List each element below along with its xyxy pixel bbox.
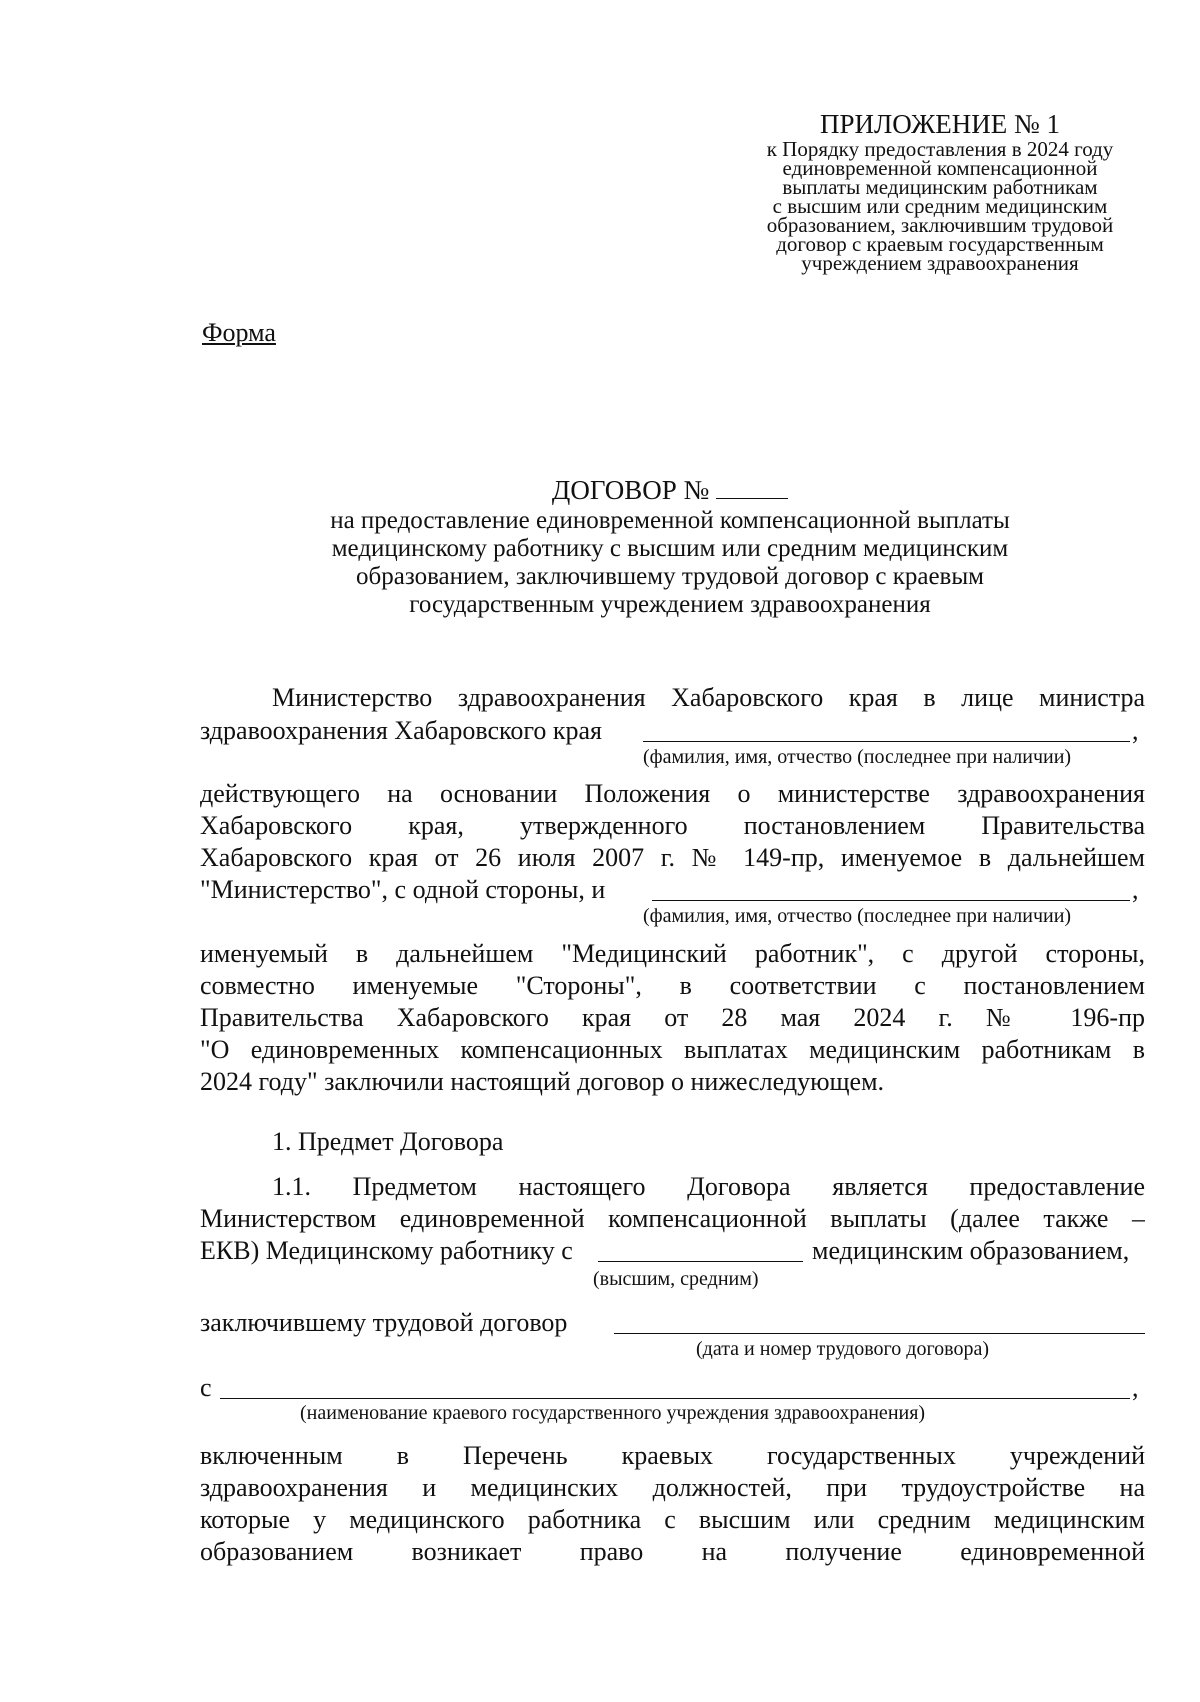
section-line: здравоохранения и медицинских должностей, при трудоустройстве на [200, 1473, 1145, 1502]
labor-contract-hint: (дата и номер трудового договора) [696, 1338, 989, 1360]
appendix-line: единовременной компенсационной [782, 156, 1098, 180]
contract-subtitle-line: медицинскому работнику с высшим или средним медицинским [331, 535, 1009, 562]
education-hint: (высшим, средним) [593, 1268, 759, 1290]
intro-line: Хабаровского края от 26 июля 2007 г. № 149-пр, именуемое в дальнейшем [200, 843, 1145, 872]
intro-line: 2024 году" заключили настоящий договор о нижеследующем. [200, 1067, 885, 1096]
contract-title [275, 473, 1065, 507]
intro-line: Министерство здравоохранения Хабаровского края в лице министра [272, 683, 1145, 712]
contract-number-blank[interactable] [716, 476, 788, 499]
comma: , [1132, 1373, 1139, 1402]
section-line: 1.1. Предметом настоящего Договора является предоставление [272, 1172, 1145, 1201]
appendix-line: с высшим или средним медицинским [772, 194, 1108, 218]
intro-line: именуемый в дальнейшем "Медицинский работник", с другой стороны, [200, 939, 1145, 968]
intro-line: Правительства Хабаровского края от 28 мая 2024 г. № 196-пр [200, 1003, 1145, 1032]
comma: , [1132, 875, 1139, 904]
contract-subtitle-line: на предоставление единовременной компенсационной выплаты [330, 507, 1010, 534]
contract-subtitle-line: государственным учреждением здравоохранения [409, 591, 931, 618]
education-blank[interactable] [598, 1261, 803, 1262]
section-line: включенным в Перечень краевых государственных учреждений [200, 1441, 1145, 1470]
institution-hint: (наименование краевого государственного учреждения здравоохранения) [300, 1402, 926, 1424]
contract-subtitle-line: образованием, заключившему трудовой договор с краевым [356, 563, 984, 590]
fio-hint: (фамилия, имя, отчество (последнее при наличии) [643, 746, 1072, 768]
labor-contract-blank[interactable] [614, 1333, 1145, 1334]
section-line: образованием возникает право на получение единовременной [200, 1537, 1145, 1566]
intro-line: "Министерство", с одной стороны, и [200, 875, 606, 904]
appendix-line: учреждением здравоохранения [801, 251, 1079, 275]
section-line: Министерством единовременной компенсационной выплаты (далее также – [200, 1204, 1145, 1233]
intro-line: "О единовременных компенсационных выплатах медицинским работникам в [200, 1035, 1145, 1064]
appendix-line: к Порядку предоставления в 2024 году [766, 137, 1114, 161]
section-heading: 1. Предмет Договора [272, 1127, 504, 1156]
appendix-title: ПРИЛОЖЕНИЕ № 1 [819, 109, 1061, 139]
comma: , [1132, 716, 1139, 745]
form-label: Форма [202, 318, 276, 347]
intro-line: совместно именуемые "Стороны", в соответствии с постановлением [200, 971, 1145, 1000]
intro-line: действующего на основании Положения о министерстве здравоохранения [200, 779, 1145, 808]
section-line: которые у медицинского работника с высшим или средним медицинским [200, 1505, 1145, 1534]
section-line: ЕКВ) Медицинскому работнику с [200, 1236, 573, 1265]
appendix-line: выплаты медицинским работникам [782, 175, 1098, 199]
section-line: медицинским образованием, [812, 1236, 1130, 1265]
appendix-line: образованием, заключившим трудовой [766, 213, 1114, 237]
intro-line: Хабаровского края, утвержденного постановлением Правительства [200, 811, 1145, 840]
appendix-header [735, 108, 1145, 273]
fio-hint: (фамилия, имя, отчество (последнее при наличии) [643, 905, 1072, 927]
worker-name-blank[interactable] [652, 900, 1130, 901]
appendix-line: договор с краевым государственным [776, 232, 1104, 256]
minister-name-blank[interactable] [643, 741, 1130, 742]
section-line: заключившему трудовой договор [200, 1308, 568, 1337]
institution-blank[interactable] [220, 1398, 1130, 1399]
contract-title-text: ДОГОВОР № [551, 475, 710, 505]
contract-title-block [275, 473, 1065, 619]
intro-line: здравоохранения Хабаровского края [200, 716, 603, 745]
section-line: с [200, 1373, 212, 1402]
